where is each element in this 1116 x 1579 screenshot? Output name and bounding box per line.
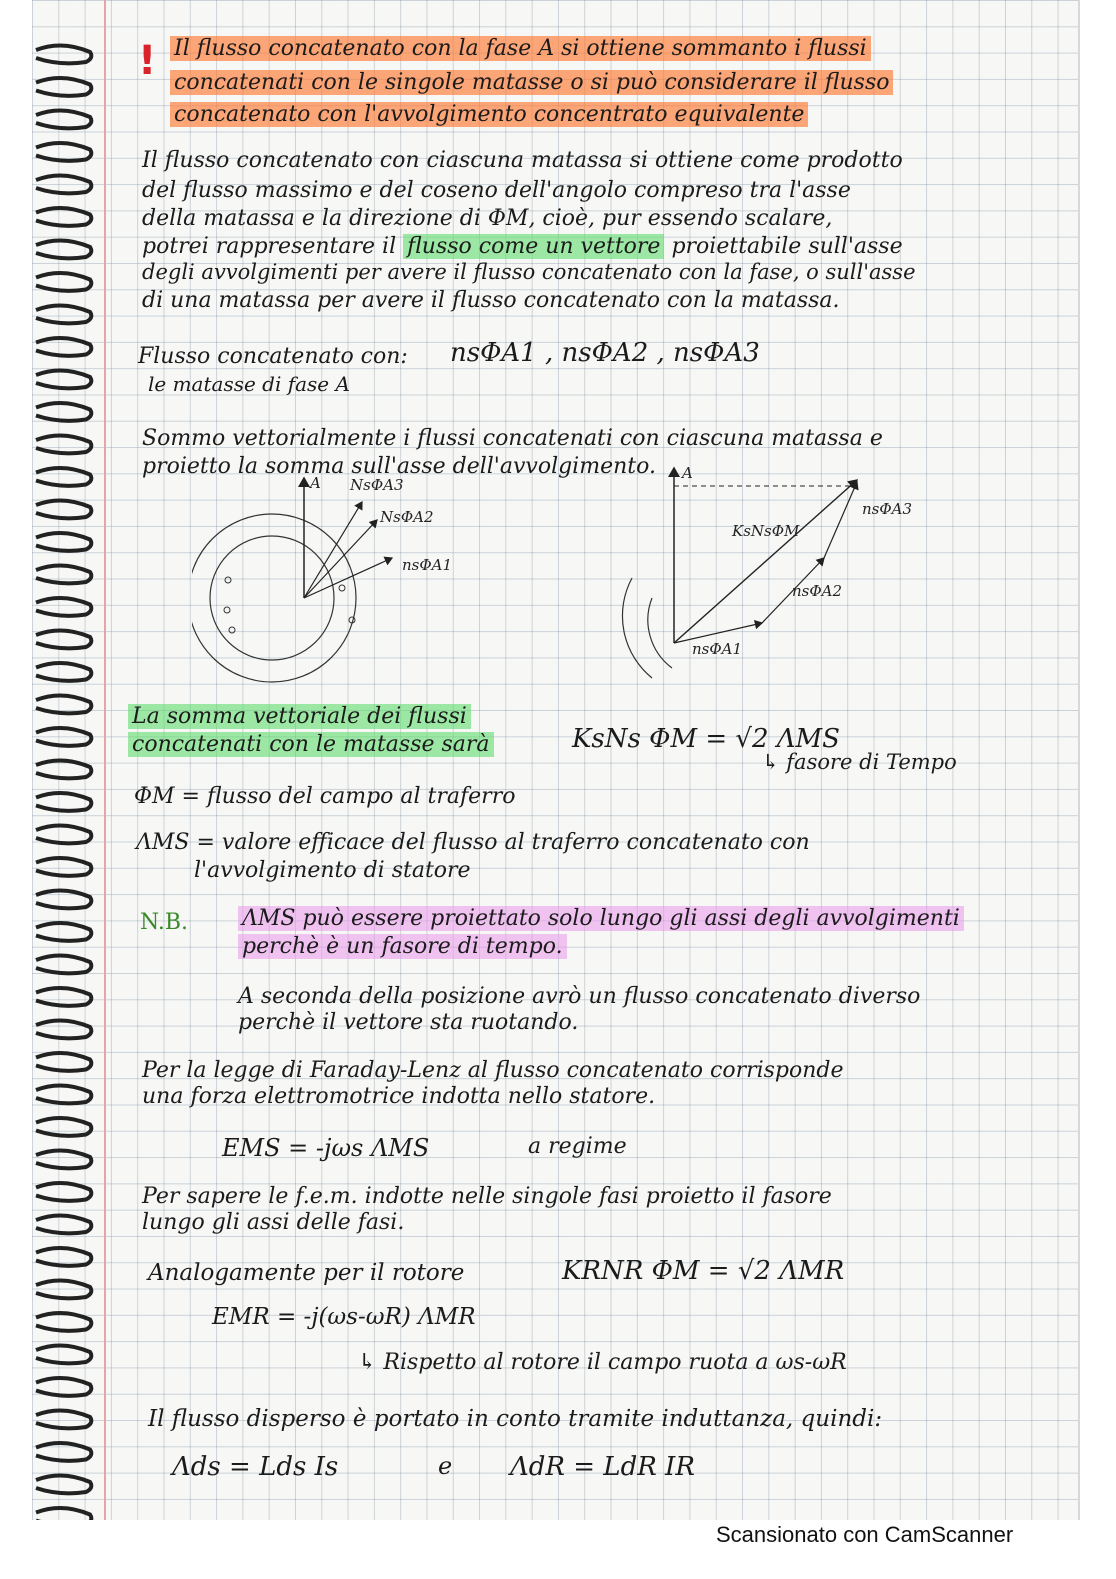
spiral-ring <box>36 1378 91 1396</box>
nb-line-1: ΛMS può essere proiettato solo lungo gli assi degli avvolgimenti <box>238 908 964 930</box>
spiral-ring <box>36 695 91 713</box>
spiral-ring <box>36 1085 91 1103</box>
sum-line-2: concatenati con le matasse sarà <box>128 734 494 756</box>
spiral-ring <box>36 435 91 453</box>
paragraph-1-line-2: del flusso massimo e del coseno dell'angolo compreso tra l'asse <box>142 178 851 203</box>
slot-icon <box>229 627 235 633</box>
spiral-ring <box>36 468 91 486</box>
spiral-ring <box>36 1443 91 1461</box>
paragraph-2-line-2: proietto la somma sull'asse dell'avvolgimento. <box>142 454 656 479</box>
spiral-ring <box>36 208 91 226</box>
scanner-footer: Scansionato con CamScanner <box>716 1522 1014 1547</box>
axis-label-a: A <box>682 464 693 482</box>
flux-diagram-right <box>592 458 952 688</box>
paragraph-1-line-1: Il flusso concatenato con ciascuna matassa si ottiene come prodotto <box>142 148 903 173</box>
paragraph-1-line-5: degli avvolgimenti per avere il flusso concatenato con la fase, o sull'asse <box>142 260 916 284</box>
spiral-ring <box>36 1020 91 1038</box>
header-line-1: Il flusso concatenato con la fase A si ottiene sommanto i flussi <box>170 38 871 60</box>
nb-line-3: A seconda della posizione avrò un flusso concatenato diverso <box>238 984 921 1009</box>
slot-icon <box>224 607 230 613</box>
faraday-line-3: Per sapere le f.e.m. indotte nelle singole fasi proietto il fasore <box>142 1184 832 1209</box>
flux-vector-a2 <box>304 520 377 598</box>
margin-line <box>104 0 106 1520</box>
notebook-page <box>32 0 1080 1520</box>
paragraph-1-line-4: potrei rappresentare il flusso come un vettore proiettabile sull'asse <box>142 234 903 259</box>
spiral-ring <box>36 1215 91 1233</box>
definition-phi-m: ΦM = flusso del campo al traferro <box>134 784 516 809</box>
flux-vector-a3 <box>304 502 362 598</box>
leakage-line-1: Il flusso disperso è portato in conto tramite induttanza, quindi: <box>148 1406 883 1432</box>
spiral-ring <box>36 1345 91 1363</box>
spiral-ring <box>36 1053 91 1071</box>
spiral-ring <box>36 663 91 681</box>
flux-vector-a3 <box>824 482 857 558</box>
label-a1: nsΦA1 <box>402 556 453 574</box>
spiral-ring <box>36 988 91 1006</box>
faraday-formula: EMS = -jωs ΛMS <box>222 1134 430 1162</box>
spiral-ring <box>36 110 91 128</box>
spiral-ring <box>36 598 91 616</box>
spiral-ring <box>36 1410 91 1428</box>
spiral-ring <box>36 1118 91 1136</box>
leakage-formula-a: Λds = Lds Is <box>172 1452 339 1482</box>
label-a2: NsΦA2 <box>380 508 434 526</box>
sum-line-1: La somma vettoriale dei flussi <box>128 706 471 728</box>
rotor-intro: Analogamente per il rotore <box>148 1260 465 1286</box>
label-a1: nsΦA1 <box>692 640 743 658</box>
spiral-ring <box>36 500 91 518</box>
spiral-ring <box>36 305 91 323</box>
nb-tag: N.B. <box>140 910 188 935</box>
paragraph-1-line-3: della matassa e la direzione di ΦM, cioè, pur essendo scalare, <box>142 206 833 231</box>
slot-icon <box>339 585 345 591</box>
spiral-ring <box>36 890 91 908</box>
spiral-ring <box>36 1150 91 1168</box>
spiral-ring <box>36 1313 91 1331</box>
label-resultant: KsNsΦM <box>732 522 800 540</box>
stator-outer-circle <box>192 514 356 682</box>
spiral-ring <box>36 1508 91 1520</box>
faraday-formula-note: a regime <box>528 1134 627 1159</box>
nb-line-4: perchè il vettore sta ruotando. <box>238 1010 579 1035</box>
label-a3: nsΦA3 <box>862 500 913 518</box>
definition-lambda-ms-1: ΛMS = valore efficace del flusso al traferro concatenato con <box>136 830 810 855</box>
spiral-ring <box>36 728 91 746</box>
rotor-formula-2: EMR = -j(ωs-ωR) ΛMR <box>212 1304 476 1330</box>
nb-line-2: perchè è un fasore di tempo. <box>238 936 567 958</box>
spiral-ring <box>36 533 91 551</box>
leakage-formula-b: ΛdR = LdR IR <box>510 1452 695 1482</box>
spiral-ring <box>36 78 91 96</box>
flux-vector-a1 <box>304 558 392 598</box>
definition-lambda-ms-2: l'avvolgimento di statore <box>194 858 471 883</box>
rotor-note: ↳ Rispetto al rotore il campo ruota a ωs-ωR <box>358 1350 847 1375</box>
faraday-line-2: una forza elettromotrice indotta nello statore. <box>142 1084 656 1109</box>
spiral-ring <box>36 370 91 388</box>
leakage-conj: e <box>438 1452 453 1480</box>
spiral-ring <box>36 923 91 941</box>
sum-formula: KsNs ΦM = √2 ΛMS <box>572 724 840 754</box>
stator-arc <box>622 578 652 678</box>
paragraph-1-line-6: di una matassa per avere il flusso concatenato con la matassa. <box>142 288 840 313</box>
label-a3: NsΦA3 <box>350 476 404 494</box>
spiral-ring <box>36 1475 91 1493</box>
spiral-ring <box>36 825 91 843</box>
stator-inner-arc <box>648 598 672 668</box>
label-a2: nsΦA2 <box>792 582 843 600</box>
flux-list-values: nsΦA1 , nsΦA2 , nsΦA3 <box>450 338 760 368</box>
spiral-ring <box>36 955 91 973</box>
header-line-3: concatenato con l'avvolgimento concentrato equivalente <box>170 104 808 126</box>
spiral-ring <box>36 338 91 356</box>
faraday-line-1: Per la legge di Faraday-Lenz al flusso concatenato corrisponde <box>142 1058 844 1083</box>
spiral-ring <box>36 858 91 876</box>
spiral-ring <box>36 1248 91 1266</box>
exclamation-mark: ! <box>138 38 157 84</box>
paragraph-2-line-1: Sommo vettorialmente i flussi concatenati con ciascuna matassa e <box>142 426 883 451</box>
spiral-ring <box>36 273 91 291</box>
flux-list-label: Flusso concatenato con: <box>138 344 408 369</box>
spiral-ring <box>36 240 91 258</box>
rotor-formula-1: KRNR ΦM = √2 ΛMR <box>562 1256 845 1286</box>
sum-note: ↳ fasore di Tempo <box>762 750 957 774</box>
spiral-ring <box>36 565 91 583</box>
highlight-vector: flusso come un vettore <box>403 234 664 259</box>
spiral-ring <box>36 175 91 193</box>
spiral-ring <box>36 403 91 421</box>
slot-icon <box>225 577 231 583</box>
spiral-ring <box>36 793 91 811</box>
flux-diagram-left <box>192 470 492 700</box>
spiral-ring <box>36 1183 91 1201</box>
axis-label-a: A <box>310 474 321 492</box>
stator-inner-circle <box>210 536 334 660</box>
flux-list-sublabel: le matasse di fase A <box>148 372 350 396</box>
spiral-ring <box>36 143 91 161</box>
spiral-binding <box>32 0 102 1520</box>
header-line-2: concatenati con le singole matasse o si può considerare il flusso <box>170 72 893 94</box>
faraday-line-4: lungo gli assi delle fasi. <box>142 1210 405 1235</box>
spiral-ring <box>36 1280 91 1298</box>
spiral-ring <box>36 760 91 778</box>
spiral-ring <box>36 45 91 63</box>
spiral-ring <box>36 630 91 648</box>
